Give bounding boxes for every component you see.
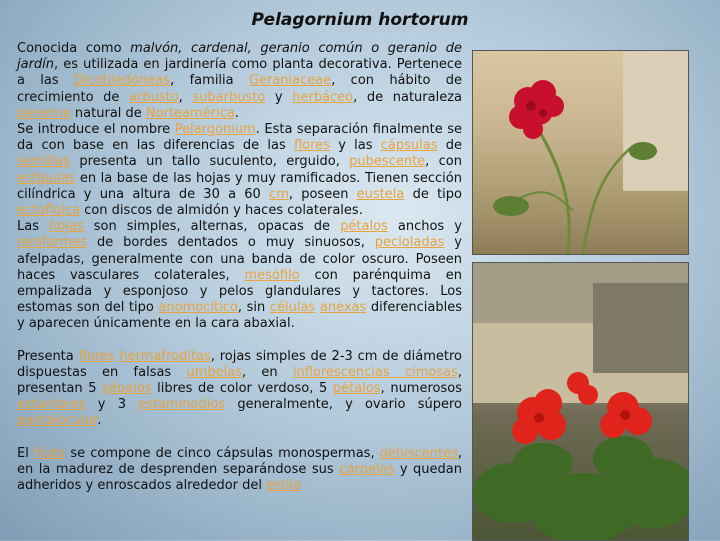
text-run: se compone de cinco cápsulas monospermas,	[65, 445, 380, 461]
text-run: Se introduce el nombre	[17, 122, 175, 138]
text-run: Las	[17, 219, 50, 235]
term-link[interactable]: estilo	[266, 478, 302, 494]
text-run: , familia	[170, 73, 249, 89]
term-link[interactable]: reniformes	[17, 235, 87, 251]
text-run: Conocida como	[17, 41, 131, 56]
text-run: libres de color verdoso, 5	[151, 381, 333, 397]
text-run: de tipo	[404, 186, 462, 202]
term-link[interactable]: ectofloica	[17, 203, 81, 219]
term-link[interactable]: umbelas	[186, 364, 243, 380]
text-run: en la base de las hojas y muy ramificados. Tienen sección cilíndrica y una altura de 30 a 60	[17, 170, 462, 202]
text-run: , con	[425, 154, 462, 170]
text-run: con parénquima en empalizada y esponjoso y pelos glandulares y tactores. Los estomas son del tipo	[17, 267, 462, 316]
common-names-text: malvón, cardenal, geranio común o geranio de jardín	[17, 41, 463, 73]
text-run: con discos de almidón y haces colaterales.	[80, 203, 363, 219]
term-link[interactable]: anomocítico	[158, 300, 238, 316]
text-run: El	[17, 445, 34, 461]
term-link[interactable]: flores	[293, 138, 330, 154]
text-run: , sin	[237, 300, 270, 316]
paragraph-leaves	[17, 219, 462, 332]
term-link[interactable]: hermafroditas	[119, 348, 211, 364]
text-run: ,	[178, 89, 193, 105]
text-run: de	[437, 138, 462, 154]
text-run: . Esta separación finalmente se da con base en las diferencias de las	[17, 122, 462, 154]
term-link[interactable]: estípulas	[17, 170, 76, 186]
text-run: son simples, alternas, opacas de	[83, 219, 341, 235]
term-link[interactable]: perenne	[17, 105, 71, 121]
text-run: , es utilizada en jardinería como planta decorativa. Pertenece a las	[17, 57, 462, 89]
geranium-plant-photo	[472, 262, 689, 541]
text-run: , de naturaleza	[353, 89, 463, 105]
paragraph-fruit	[17, 446, 462, 495]
text-run: presenta un tallo suculento, erguido,	[70, 154, 350, 170]
text-run: Presenta	[17, 348, 79, 364]
text-run: , poseen	[288, 186, 357, 202]
term-link[interactable]: células	[269, 300, 316, 316]
text-run: y afelpadas, generalmente con una banda de color oscuro. Poseen haces vasculares colaterales,	[17, 235, 462, 283]
text-run: , con hábito de crecimiento de	[17, 73, 462, 105]
geranium-flower-illustration	[473, 51, 688, 254]
term-link[interactable]: pubescente	[349, 154, 426, 170]
text-run: , presentan 5	[17, 364, 462, 397]
text-run: generalmente, y ovario súpero	[225, 397, 462, 413]
term-link[interactable]: cápsulas	[380, 138, 438, 154]
text-run: , rojas simples de 2-3 cm de diámetro dispuestas en falsas	[17, 348, 462, 380]
text-run: de bordes dentados o muy sinuosos,	[87, 235, 375, 251]
term-link[interactable]: eustela	[356, 186, 405, 202]
term-link[interactable]: cimosas	[389, 364, 458, 380]
term-link[interactable]: anexas	[319, 300, 367, 316]
text-run: y quedan adheridos y enroscados alrededor del	[17, 461, 463, 494]
text-run: y	[265, 89, 293, 105]
text-run: .	[234, 105, 239, 121]
text-run: , en	[242, 364, 293, 380]
text-run: natural de	[70, 105, 146, 121]
term-link[interactable]: estaminodios	[138, 397, 226, 413]
term-link[interactable]: pecioladas	[374, 235, 445, 251]
term-link[interactable]: Pelargonium	[174, 122, 256, 138]
term-link[interactable]: pétalos	[332, 381, 381, 397]
term-link[interactable]: cm	[269, 186, 289, 202]
geranium-flower-photo	[472, 50, 689, 255]
term-link[interactable]: herbáceo	[292, 89, 354, 105]
geranium-plant-illustration	[473, 263, 688, 540]
term-link[interactable]: hojas	[49, 219, 84, 235]
term-link[interactable]: estambres	[17, 397, 86, 413]
term-link[interactable]: fruto	[33, 445, 66, 461]
text-run: .	[97, 413, 102, 429]
term-link[interactable]: inflorescencias	[292, 364, 390, 380]
term-link[interactable]: pentalocular	[17, 413, 98, 429]
term-link[interactable]: arbusto	[129, 89, 179, 105]
term-link[interactable]: Dicotiledóneas	[73, 73, 171, 89]
text-run: , en la madurez de desprenden separándose sus	[17, 445, 462, 477]
term-link[interactable]: mesófilo	[244, 267, 300, 283]
text-run: y 3	[85, 397, 139, 413]
paragraph-flowers	[17, 349, 462, 430]
term-link[interactable]: sépalos	[102, 381, 152, 397]
text-run: , numerosos	[380, 381, 462, 397]
term-link[interactable]: subarbusto	[192, 89, 266, 105]
term-link[interactable]: Norteamérica	[145, 105, 235, 121]
paragraph-nomenclature	[17, 122, 462, 219]
spacer	[17, 333, 462, 349]
term-link[interactable]: flores	[78, 348, 115, 364]
page-title: Pelagornium hortorum	[251, 10, 469, 30]
text-run: y las	[329, 138, 381, 154]
article-body	[17, 41, 462, 494]
spacer	[17, 430, 462, 446]
term-link[interactable]: dehiscentes	[379, 445, 458, 461]
text-run: diferenciables y aparecen únicamente en la cara abaxial.	[17, 300, 463, 332]
text-run: anchos y	[387, 219, 462, 235]
term-link[interactable]: carpelos	[339, 461, 395, 477]
term-link[interactable]: Geraniaceae	[248, 73, 332, 89]
term-link[interactable]: pétalos	[340, 219, 388, 235]
paragraph-intro	[17, 41, 462, 122]
term-link[interactable]: semillas	[17, 154, 71, 170]
